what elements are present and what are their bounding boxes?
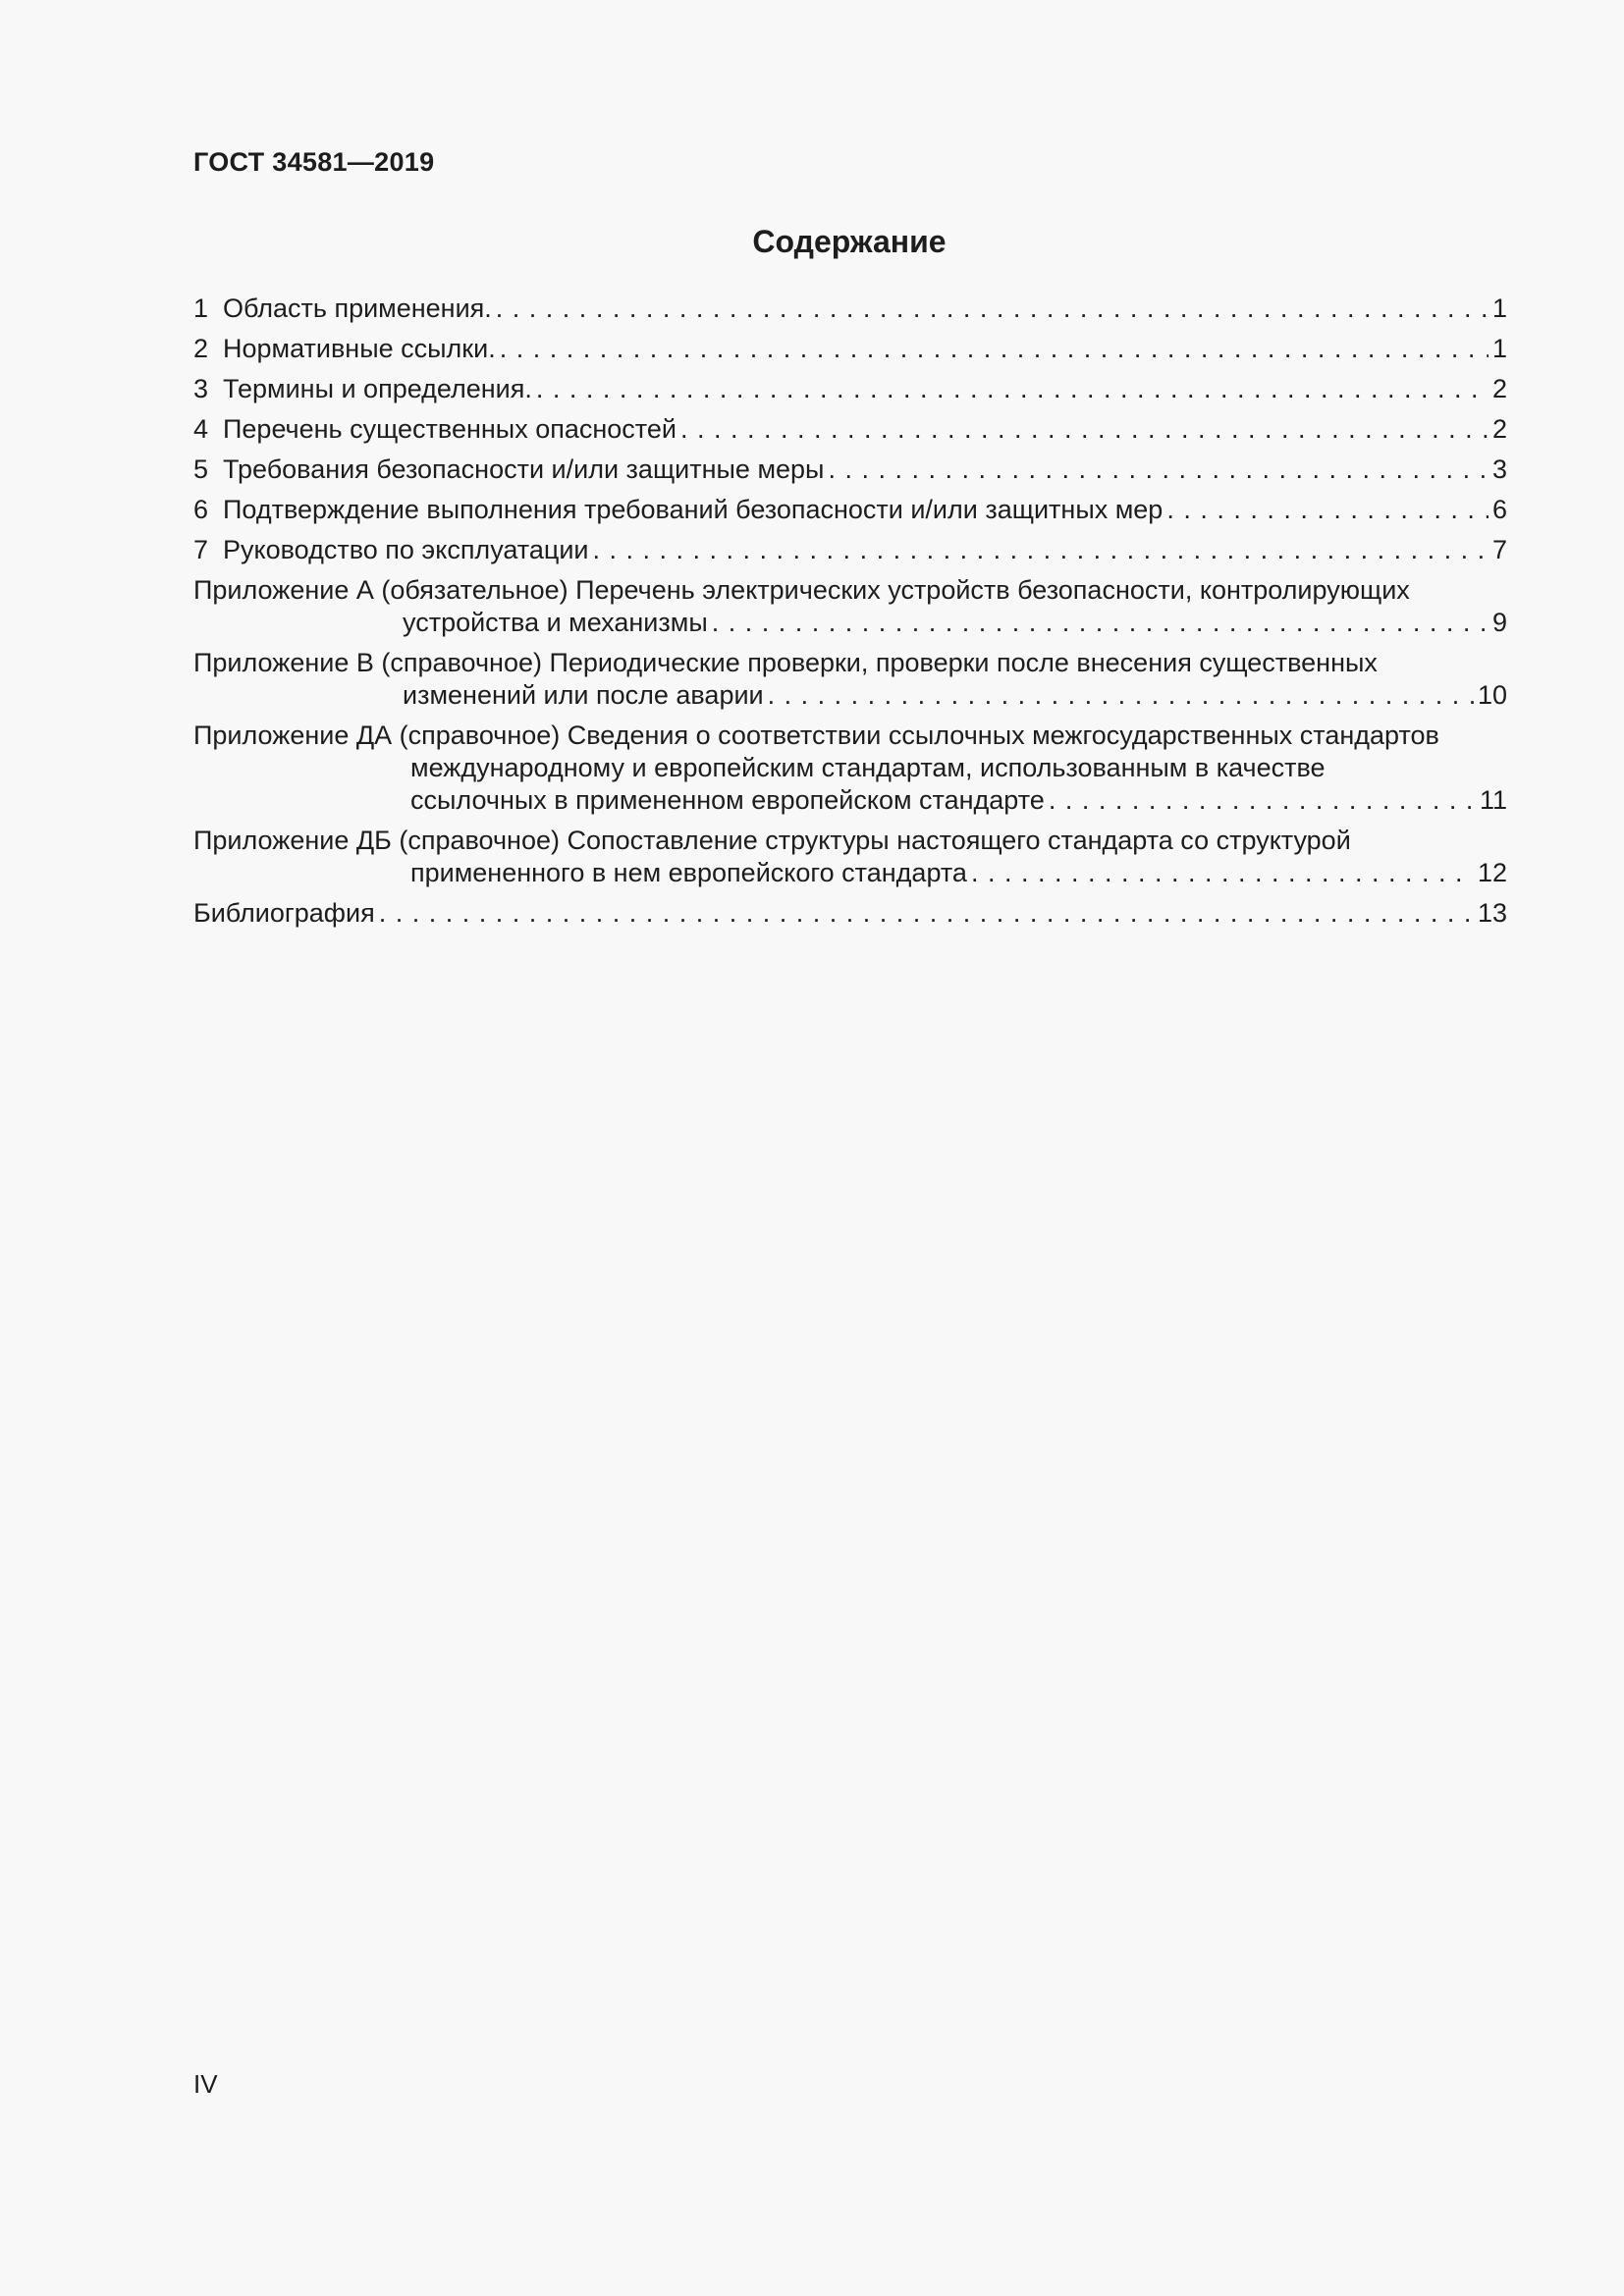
dot-leader bbox=[768, 679, 1474, 712]
section-title: Область применения. bbox=[223, 294, 492, 323]
dot-leader bbox=[379, 897, 1474, 930]
appendix-title-line: примененного в нем европейского стандарта bbox=[410, 858, 967, 887]
section-number: 1 bbox=[193, 294, 209, 323]
appendix-title-line: международному и европейским стандартам, использованным в качестве bbox=[410, 753, 1326, 782]
toc-entry-section-1[interactable] bbox=[193, 293, 1507, 325]
toc-entry-section-5[interactable] bbox=[193, 454, 1507, 486]
page-number: 10 bbox=[1477, 680, 1507, 710]
page-number: 2 bbox=[1491, 374, 1507, 403]
toc-entry-section-3[interactable] bbox=[193, 373, 1507, 405]
table-of-contents bbox=[193, 293, 1507, 937]
page-number: 7 bbox=[1491, 535, 1507, 564]
toc-entry-appendix-b[interactable] bbox=[193, 647, 1507, 712]
toc-entry-appendix-db[interactable] bbox=[193, 825, 1507, 889]
section-number: 3 bbox=[193, 374, 209, 403]
dot-leader bbox=[536, 373, 1489, 405]
appendix-title-line: изменений или после аварии bbox=[403, 680, 764, 710]
page-number: 13 bbox=[1477, 898, 1507, 928]
bibliography-title: Библиография bbox=[193, 898, 375, 928]
toc-entry-appendix-da[interactable] bbox=[193, 720, 1507, 817]
appendix-title-line: ссылочных в примененном европейском стандарте bbox=[410, 785, 1045, 815]
toc-title: Содержание bbox=[752, 224, 947, 259]
toc-entry-section-4[interactable] bbox=[193, 413, 1507, 446]
section-title: Требования безопасности и/или защитные меры bbox=[223, 454, 825, 484]
page-number: 9 bbox=[1491, 608, 1507, 637]
appendix-title-line: Приложение В (справочное) Периодические проверки, проверки после внесения существенных bbox=[193, 648, 1378, 677]
dot-leader bbox=[828, 454, 1489, 486]
toc-entry-section-2[interactable] bbox=[193, 333, 1507, 365]
section-title: Подтверждение выполнения требований безопасности и/или защитных мер bbox=[223, 495, 1164, 524]
section-number: 2 bbox=[193, 334, 209, 363]
dot-leader bbox=[712, 607, 1489, 639]
section-title: Руководство по эксплуатации bbox=[223, 535, 589, 564]
page-number: 6 bbox=[1491, 495, 1507, 524]
section-number: 6 bbox=[193, 495, 209, 524]
document-header: ГОСТ 34581—2019 bbox=[193, 147, 435, 177]
page-number: 12 bbox=[1477, 858, 1507, 887]
toc-entry-appendix-a[interactable] bbox=[193, 574, 1507, 639]
toc-entry-bibliography[interactable] bbox=[193, 897, 1507, 930]
section-number: 5 bbox=[193, 454, 209, 484]
page-number: 1 bbox=[1491, 294, 1507, 323]
section-title: Перечень существенных опасностей bbox=[223, 414, 677, 444]
dot-leader bbox=[680, 413, 1489, 446]
appendix-title-line: Приложение А (обязательное) Перечень электрических устройств безопасности, контролирующих bbox=[193, 575, 1410, 605]
dot-leader bbox=[971, 857, 1474, 889]
toc-entry-section-7[interactable] bbox=[193, 534, 1507, 566]
appendix-title-line: Приложение ДБ (справочное) Сопоставление структуры настоящего стандарта со структурой bbox=[193, 826, 1351, 855]
section-number: 4 bbox=[193, 414, 209, 444]
page-number: 11 bbox=[1479, 785, 1507, 815]
toc-entry-section-6[interactable] bbox=[193, 494, 1507, 526]
appendix-title-line: устройства и механизмы bbox=[403, 608, 708, 637]
section-number: 7 bbox=[193, 535, 209, 564]
dot-leader bbox=[593, 534, 1489, 566]
footer-page-number: IV bbox=[193, 2069, 218, 2099]
page-number: 3 bbox=[1491, 454, 1507, 484]
dot-leader bbox=[500, 333, 1489, 365]
dot-leader bbox=[1166, 494, 1489, 526]
appendix-title-line: Приложение ДА (справочное) Сведения о соответствии ссылочных межгосударственных стандартов bbox=[193, 721, 1439, 750]
page-number: 1 bbox=[1491, 334, 1507, 363]
section-title: Термины и определения. bbox=[223, 374, 532, 403]
section-title: Нормативные ссылки. bbox=[223, 334, 496, 363]
page-number: 2 bbox=[1491, 414, 1507, 444]
dot-leader bbox=[1049, 784, 1476, 817]
dot-leader bbox=[496, 293, 1489, 325]
